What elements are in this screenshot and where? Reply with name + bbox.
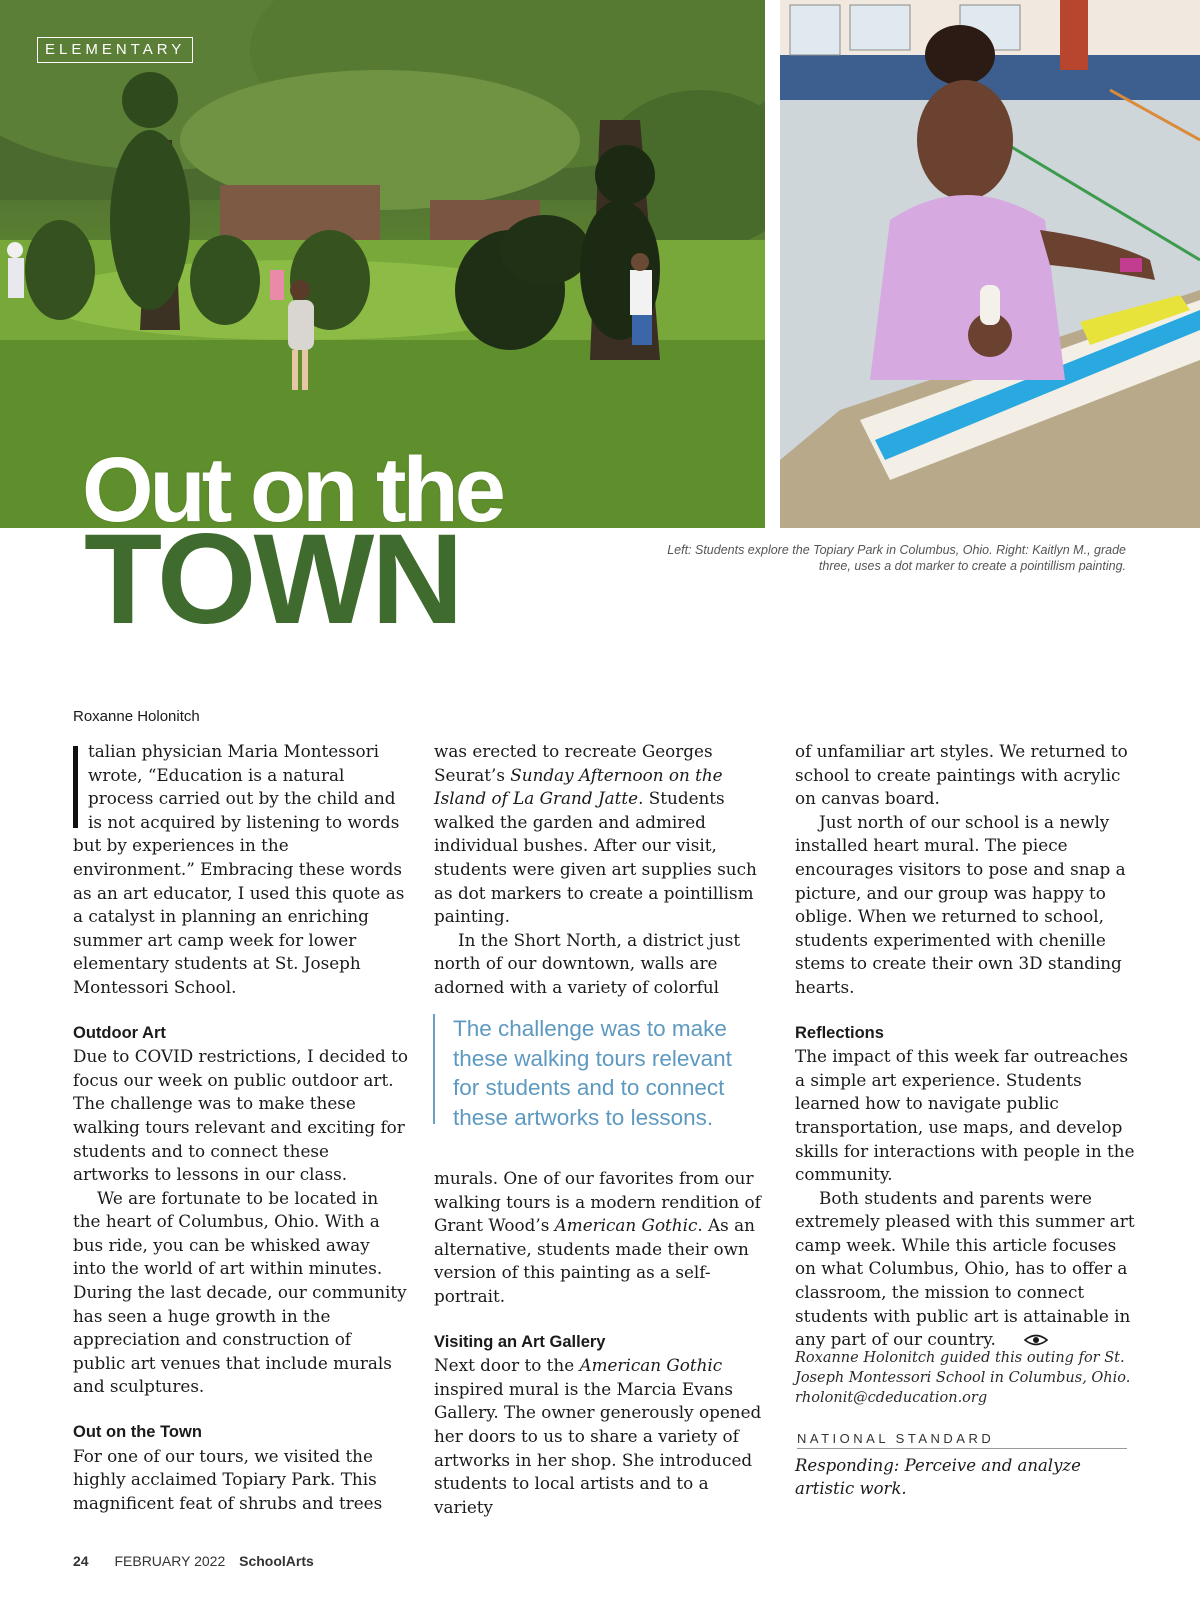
issue-date: FEBRUARY 2022 xyxy=(114,1553,226,1569)
text-run: . Students walked the garden and admired individual bushes. After our visit, students were given art supplies such as dot markers to create a pointillism painting. xyxy=(434,788,757,927)
student-painting-illustration xyxy=(780,0,1200,528)
page-footer xyxy=(73,1553,314,1569)
title-line-1: Out on the xyxy=(82,439,502,541)
student-painting-photo xyxy=(780,0,1200,528)
author-bio xyxy=(795,1348,1135,1408)
byline: Roxanne Holonitch xyxy=(73,708,200,725)
photo-caption: Left: Students explore the Topiary Park in Columbus, Ohio. Right: Kaitlyn M., grade three, uses a dot marker to create a pointillism painting. xyxy=(667,543,1126,573)
column-2-top xyxy=(434,740,769,1000)
artwork-title: American Gothic xyxy=(579,1355,723,1376)
paragraph: We are fortunate to be located in the heart of Columbus, Ohio. With a bus ride, you can be whisked away into the world of art within minutes. During the last decade, our community has seen a huge growth in the appreciation and construction of public art venues that include murals and sculptures. xyxy=(73,1187,407,1397)
paragraph xyxy=(434,1354,769,1519)
text-run: murals. One of our favorites from our walking tours is a modern rendition of Grant Wood’s xyxy=(434,1168,761,1236)
text-run: was erected to recreate Georges Seurat’s xyxy=(434,741,713,785)
paragraph: Just north of our school is a newly installed heart mural. The piece encourages visitors to pose and snap a picture, and our group was happy to oblige. When we returned to school, students experimented with chenille stems to create their own 3D standing hearts. xyxy=(795,811,1126,997)
paragraph: Due to COVID restrictions, I decided to focus our week on public outdoor art. The challenge was to make these walking tours relevant and exciting for students and to connect these artworks to lessons in our class. xyxy=(73,1046,408,1185)
paragraph xyxy=(795,1187,1135,1354)
column-1 xyxy=(73,740,408,1515)
artwork-title: American Gothic xyxy=(554,1215,698,1236)
title-line-2: TOWN xyxy=(84,508,461,651)
heading-reflections: Reflections xyxy=(795,1023,884,1042)
national-standard-label: NATIONAL STANDARD xyxy=(797,1431,1127,1449)
paragraph xyxy=(434,740,769,929)
heading-visiting-gallery: Visiting an Art Gallery xyxy=(434,1332,606,1351)
section-label: ELEMENTARY xyxy=(37,37,193,63)
pull-quote: The challenge was to make these walking tours relevant for students and to connect these artworks to lessons. xyxy=(433,1014,753,1124)
page-number: 24 xyxy=(73,1553,89,1569)
column-2-bottom xyxy=(434,1167,769,1519)
paragraph xyxy=(434,1167,769,1309)
paragraph: The impact of this week far outreaches a simple art experience. Students learned how to navigate public transportation, use maps, and develop skills for interactions with people in the community. xyxy=(795,1046,1135,1185)
text-run: Both students and parents were extremely pleased with this summer art camp week. While this article focuses on what Columbus, Ohio, has to offer a classroom, the mission to connect students with public art is attainable in any part of our country. xyxy=(795,1187,1135,1350)
artwork-title: Sunday Afternoon on the Island of La Grand Jatte xyxy=(434,764,723,809)
paragraph: For one of our tours, we visited the highly acclaimed Topiary Park. This magnificent feat of shrubs and trees xyxy=(73,1445,383,1513)
author-bio-text: Roxanne Holonitch guided this outing for St. Joseph Montessori School in Columbus, Ohio. xyxy=(795,1350,1131,1386)
text-run: Next door to the xyxy=(434,1355,580,1376)
heading-out-on-the-town: Out on the Town xyxy=(73,1423,202,1442)
publication-name: SchoolArts xyxy=(239,1553,314,1569)
text-run: . As an alternative, students made their own version of this painting as a self-portrait. xyxy=(434,1215,755,1306)
national-standard-text: Responding: Perceive and analyze artistic work. xyxy=(795,1456,1081,1498)
column-3 xyxy=(795,740,1135,1354)
intro-lead: talian physician Maria Montessori wrote, “Education is a natural process carried out by the child and is not acquired by listening to words xyxy=(88,741,400,832)
intro-rest: but by experiences in the environment.” Embracing these words as an art educator, I used this quote as a catalyst in planning an enriching summer art camp week for lower elementary students at St. Joseph Montessori School. xyxy=(73,835,405,997)
author-email[interactable]: rholonit@cdeducation.org xyxy=(795,1390,988,1406)
text-run: inspired mural is the Marcia Evans Gallery. The owner generously opened her doors to us to share a variety of artworks in her shop. She introduced students to local artists and to a variety xyxy=(434,1378,762,1517)
heading-outdoor-art: Outdoor Art xyxy=(73,1023,166,1042)
paragraph: In the Short North, a district just north of our downtown, walls are adorned with a variety of colorful xyxy=(434,929,741,997)
paragraph: of unfamiliar art styles. We returned to school to create paintings with acrylic on canvas board. xyxy=(795,741,1128,809)
